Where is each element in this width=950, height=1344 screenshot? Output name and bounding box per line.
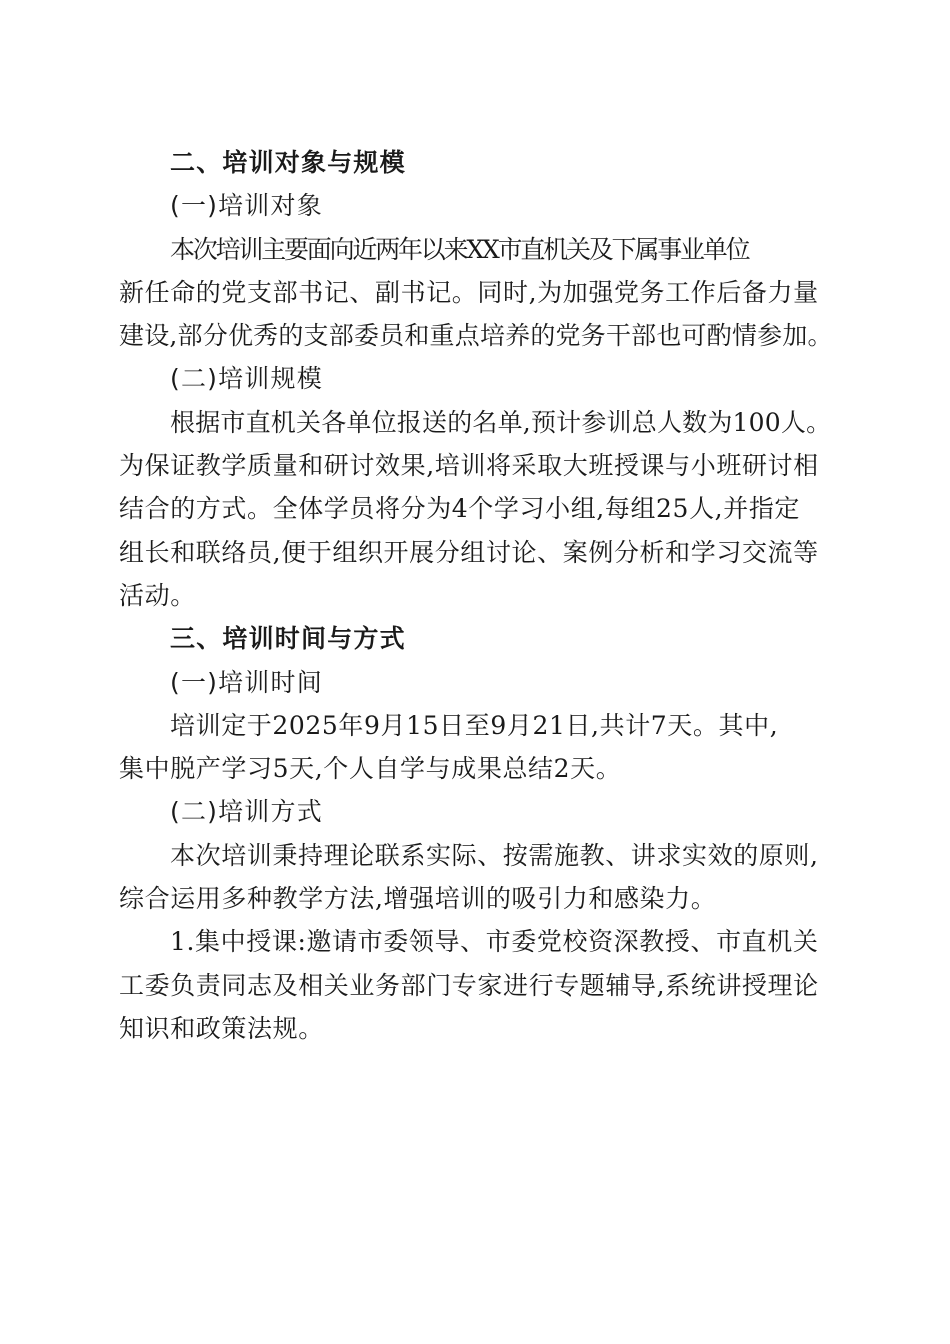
paragraph-line: 综合运用多种教学方法,增强培训的吸引力和感染力。	[119, 884, 717, 914]
section-heading: 二、培训对象与规模	[170, 148, 406, 177]
paragraph-line: 组长和联络员,便于组织开展分组讨论、案例分析和学习交流等	[119, 537, 819, 567]
paragraph-line: 本次培训主要面向近两年以来XX市直机关及下属事业单位	[170, 234, 749, 264]
paragraph-line: 培训定于2025年9月15日至9月21日,共计7天。其中,	[170, 710, 779, 740]
list-item-line: 知识和政策法规。	[119, 1013, 324, 1043]
subsection-heading: (二)培训规模	[170, 364, 323, 394]
document-page	[119, 141, 835, 1050]
list-item-line: 1.集中授课:邀请市委领导、市委党校资深教授、市直机关	[170, 927, 819, 957]
paragraph-line: 新任命的党支部书记、副书记。同时,为加强党务工作后备力量	[119, 277, 819, 307]
paragraph-line: 集中脱产学习5天,个人自学与成果总结2天。	[119, 754, 622, 784]
paragraph-line: 根据市直机关各单位报送的名单,预计参训总人数为100人。	[170, 407, 832, 437]
subsection-heading: (一)培训时间	[170, 667, 323, 697]
paragraph-line: 活动。	[119, 580, 196, 610]
paragraph-line: 结合的方式。全体学员将分为4个学习小组,每组25人,并指定	[119, 494, 801, 524]
paragraph-line: 为保证教学质量和研讨效果,培训将采取大班授课与小班研讨相	[119, 451, 819, 481]
subsection-heading: (一)培训对象	[170, 191, 323, 221]
subsection-heading: (二)培训方式	[170, 797, 323, 827]
section-heading: 三、培训时间与方式	[170, 624, 406, 654]
paragraph-line: 建设,部分优秀的支部委员和重点培养的党务干部也可酌情参加。	[119, 321, 833, 351]
list-item-line: 工委负责同志及相关业务部门专家进行专题辅导,系统讲授理论	[119, 970, 819, 1000]
paragraph-line: 本次培训秉持理论联系实际、按需施教、讲求实效的原则,	[170, 840, 819, 870]
